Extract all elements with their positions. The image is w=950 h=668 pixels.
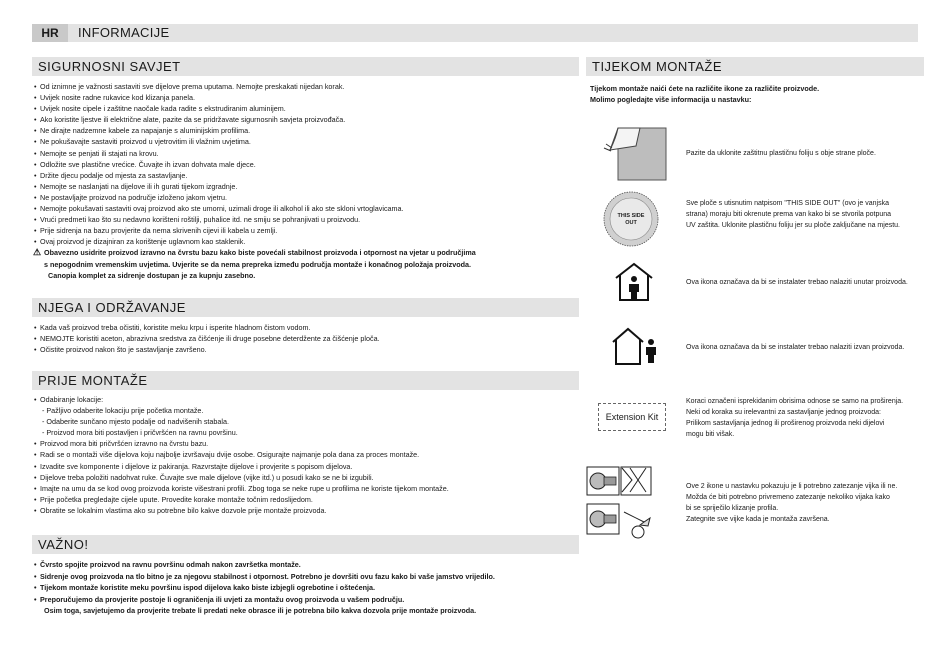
description-line: Možda će biti potrebno privremeno zatezanje nekoliko vijaka kako [686, 494, 890, 502]
description-line: Pazite da uklonite zaštitnu plastičnu foliju s obje strane ploče. [686, 150, 876, 157]
extension-kit-icon [598, 403, 666, 431]
badge-text: OUT [625, 220, 637, 226]
list-item: • Proizvod mora biti pričvršćen izravno na čvrstu bazu. [34, 438, 574, 449]
icon-description [686, 148, 922, 159]
list-item: • Radi se o montaži više dijelova koju najbolje izvršavaju dvije osobe. Osigurajte najmanje pola dana za proces montaže. [34, 449, 574, 460]
list-item: • Nemojte se penjati ili stajati na krovu. [34, 148, 574, 159]
care-list [34, 322, 574, 355]
safety-list [34, 81, 574, 281]
description-line: Ova ikona označava da bi se instalater trebao nalaziti izvan proizvoda. [686, 344, 905, 351]
installer-inside-icon [613, 262, 655, 307]
badge-text: THIS SIDE [617, 213, 645, 219]
warning-line [34, 247, 574, 258]
list-item: • Imajte na umu da se kod ovog proizvoda koriste višestrani profili. Zbog toga se neke rupe u profilima ne koriste tijekom montaže. [34, 483, 574, 494]
icon-description [686, 277, 922, 288]
peel-film-icon [596, 124, 668, 187]
list-item: • Dijelove treba položiti nadohvat ruke. Čuvajte sve male dijelove (vijke itd.) u posudi kako se ne bi izgubili. [34, 472, 574, 483]
icon-description [686, 396, 922, 440]
list-item: • Odložite sve plastične vrećice. Čuvajte ih izvan dohvata male djece. [34, 159, 574, 170]
list-item: - Pažljivo odaberite lokaciju prije početka montaže. [42, 406, 204, 416]
list-item: • Ne dirajte nadzemne kabele za napajanje s aluminijskim profilima. [34, 125, 574, 136]
description-line: Zategnite sve vijke kada je montaža završena. [686, 516, 830, 524]
warning-icon: ⚠ [33, 247, 42, 258]
list-item: • Držite djecu podalje od mjesta za sastavljanje. [34, 170, 574, 181]
list-item: • Prije početka pregledajte cijele upute. Provedite korake montaže točnim redoslijedom. [34, 494, 574, 505]
description-line: Sve ploče s utisnutim natpisom "THIS SIDE OUT" (ovo je vanjska [686, 200, 889, 207]
list-item: • Nemojte pokušavati sastaviti ovaj proizvod ako ste umorni, uzimali droge ili alkohol ili ako ste skloni vrtoglavicama. [34, 203, 574, 214]
section-title-important: VAŽNO! [32, 535, 579, 554]
warning-text: Obavezno usidrite proizvod izravno na čvrstu bazu kako biste povećali stabilnost proizvoda i otpornost na vjetar u područjima [44, 248, 476, 258]
list-item: • Nemojte se naslanjati na dijelove ili ih gurati tijekom izgradnje. [34, 181, 574, 192]
icon-description [686, 342, 922, 353]
list-item: • Preporučujemo da provjerite postoje li ograničenja ili uvjeti za montažu ovog proizvoda u vašem području. [34, 594, 574, 606]
list-item: - Proizvod mora biti postavljen i pričvršćen na ravnu površinu. [42, 428, 238, 438]
list-item: • Sidrenje ovog proizvoda na tlo bitno je za njegovu stabilnost i otpornost. Potrebno je dovršiti ovu fazu kako bi vaše jamstvo vrijedilo. [34, 571, 574, 583]
description-line: mogu biti višak. [686, 431, 735, 439]
section-title-care: NJEGA I ODRŽAVANJE [32, 298, 579, 317]
description-line: Ove 2 ikone u nastavku pokazuju je li potrebno zatezanje vijka ili ne. [686, 483, 898, 490]
list-item: • Ne pokušavajte sastaviti proizvod u vjetrovitim ili vlažnim uvjetima. [34, 136, 574, 147]
list-item: • Prije sidrenja na bazu provjerite da nema skrivenih cijevi ili kabela u zemlji. [34, 225, 574, 236]
before-assembly-list [34, 394, 574, 516]
description-line: strana) moraju biti okrenute prema van kako bi se stvorila potpuna [686, 211, 892, 219]
list-item: • Kada vaš proizvod treba očistiti, koristite meku krpu i isperite hladnom čistom vodom. [34, 322, 574, 333]
warning-line: Canopia komplet za sidrenje dostupan je za kupnju zasebno. [48, 270, 256, 280]
this-side-out-icon [599, 190, 663, 253]
list-item: • Ako koristite ljestve ili električne alate, pazite da se pridržavate sigurnosnih savjeta proizvođača. [34, 114, 574, 125]
document-title: INFORMACIJE [78, 25, 170, 40]
icon-description [686, 481, 922, 525]
list-item: • Čvrsto spojite proizvod na ravnu površinu odmah nakon završetka montaže. [34, 559, 574, 571]
montage-intro [590, 83, 910, 105]
section-title-before-assembly: PRIJE MONTAŽE [32, 371, 579, 390]
icon-description [686, 198, 922, 231]
list-item: • Odabiranje lokacije: [34, 394, 574, 405]
description-line: UV zaštita. Uklonite plastičnu foliju jer su ploče zaključane na mjestu. [686, 222, 900, 230]
intro-line: Molimo pogledajte više informacija u nastavku: [590, 95, 752, 104]
important-list [34, 559, 574, 617]
screw-tightening-icon [586, 466, 658, 547]
list-item: Osim toga, savjetujemo da provjerite trebate li predati neke obrasce ili je potrebna bilo kakva dozvola prije montaže proizvoda. [44, 606, 477, 615]
language-code: HR [32, 24, 68, 42]
list-item: • Vrući predmeti kao što su nedavno korišteni roštilji, puhalice itd. ne smiju se pohranjivati u proizvodu. [34, 214, 574, 225]
description-line: Koraci označeni isprekidanim obrisima odnose se samo na proširenja. [686, 398, 904, 405]
description-line: Prilikom sastavljanja jednog ili proširenog proizvoda neki dijelovi [686, 420, 885, 428]
description-line: bi se spriječilo klizanje profila. [686, 505, 779, 513]
list-item: - Odaberite sunčano mjesto podalje od nadvišenih stabala. [42, 417, 229, 427]
header-bar [32, 24, 918, 42]
list-item: • Uvijek nosite radne rukavice kod klizanja panela. [34, 92, 574, 103]
intro-line: Tijekom montaže naići ćete na različite ikone za različite proizvode. [590, 84, 820, 93]
list-item: • Očistite proizvod nakon što je sastavljanje završeno. [34, 344, 574, 355]
list-item: • Izvadite sve komponente i dijelove iz pakiranja. Razvrstajte dijelove i provjerite s popisom dijelova. [34, 461, 574, 472]
list-item: • Obratite se lokalnim vlastima ako su potrebne bilo kakve dozvole prije montaže proizvoda. [34, 505, 574, 516]
list-item: • Uvijek nosite cipele i zaštitne naočale kada radite s ekstrudiranim aluminijem. [34, 103, 574, 114]
list-item: • Tijekom montaže koristite meku površinu ispod dijelova kako biste izbjegli ogrebotine i oštećenja. [34, 582, 574, 594]
list-item: • Ne postavljajte proizvod na područje izloženo jakom vjetru. [34, 192, 574, 203]
extension-kit-badge: Extension Kit [598, 403, 666, 431]
installer-outside-icon [611, 326, 659, 371]
list-item: • Ovaj proizvod je dizajniran za korištenje uglavnom kao staklenik. [34, 236, 574, 247]
warning-line: s nepogodnim vremenskim uvjetima. Uvjerite se da nema prepreka između područja montaže i konačnog položaja proizvoda. [44, 259, 471, 269]
list-item: • NEMOJTE koristiti aceton, abrazivna sredstva za čišćenje ili druge posebne deterdžente za čišćenje ploča. [34, 333, 574, 344]
description-line: Neki od koraka su irelevantni za sastavljanje jednog proizvoda: [686, 409, 881, 417]
section-title-safety: SIGURNOSNI SAVJET [32, 57, 579, 76]
section-title-montage: TIJEKOM MONTAŽE [586, 57, 924, 76]
list-item: • Od iznimne je važnosti sastaviti sve dijelove prema uputama. Nemojte preskakati nijedan korak. [34, 81, 574, 92]
description-line: Ova ikona označava da bi se instalater trebao nalaziti unutar proizvoda. [686, 279, 908, 286]
